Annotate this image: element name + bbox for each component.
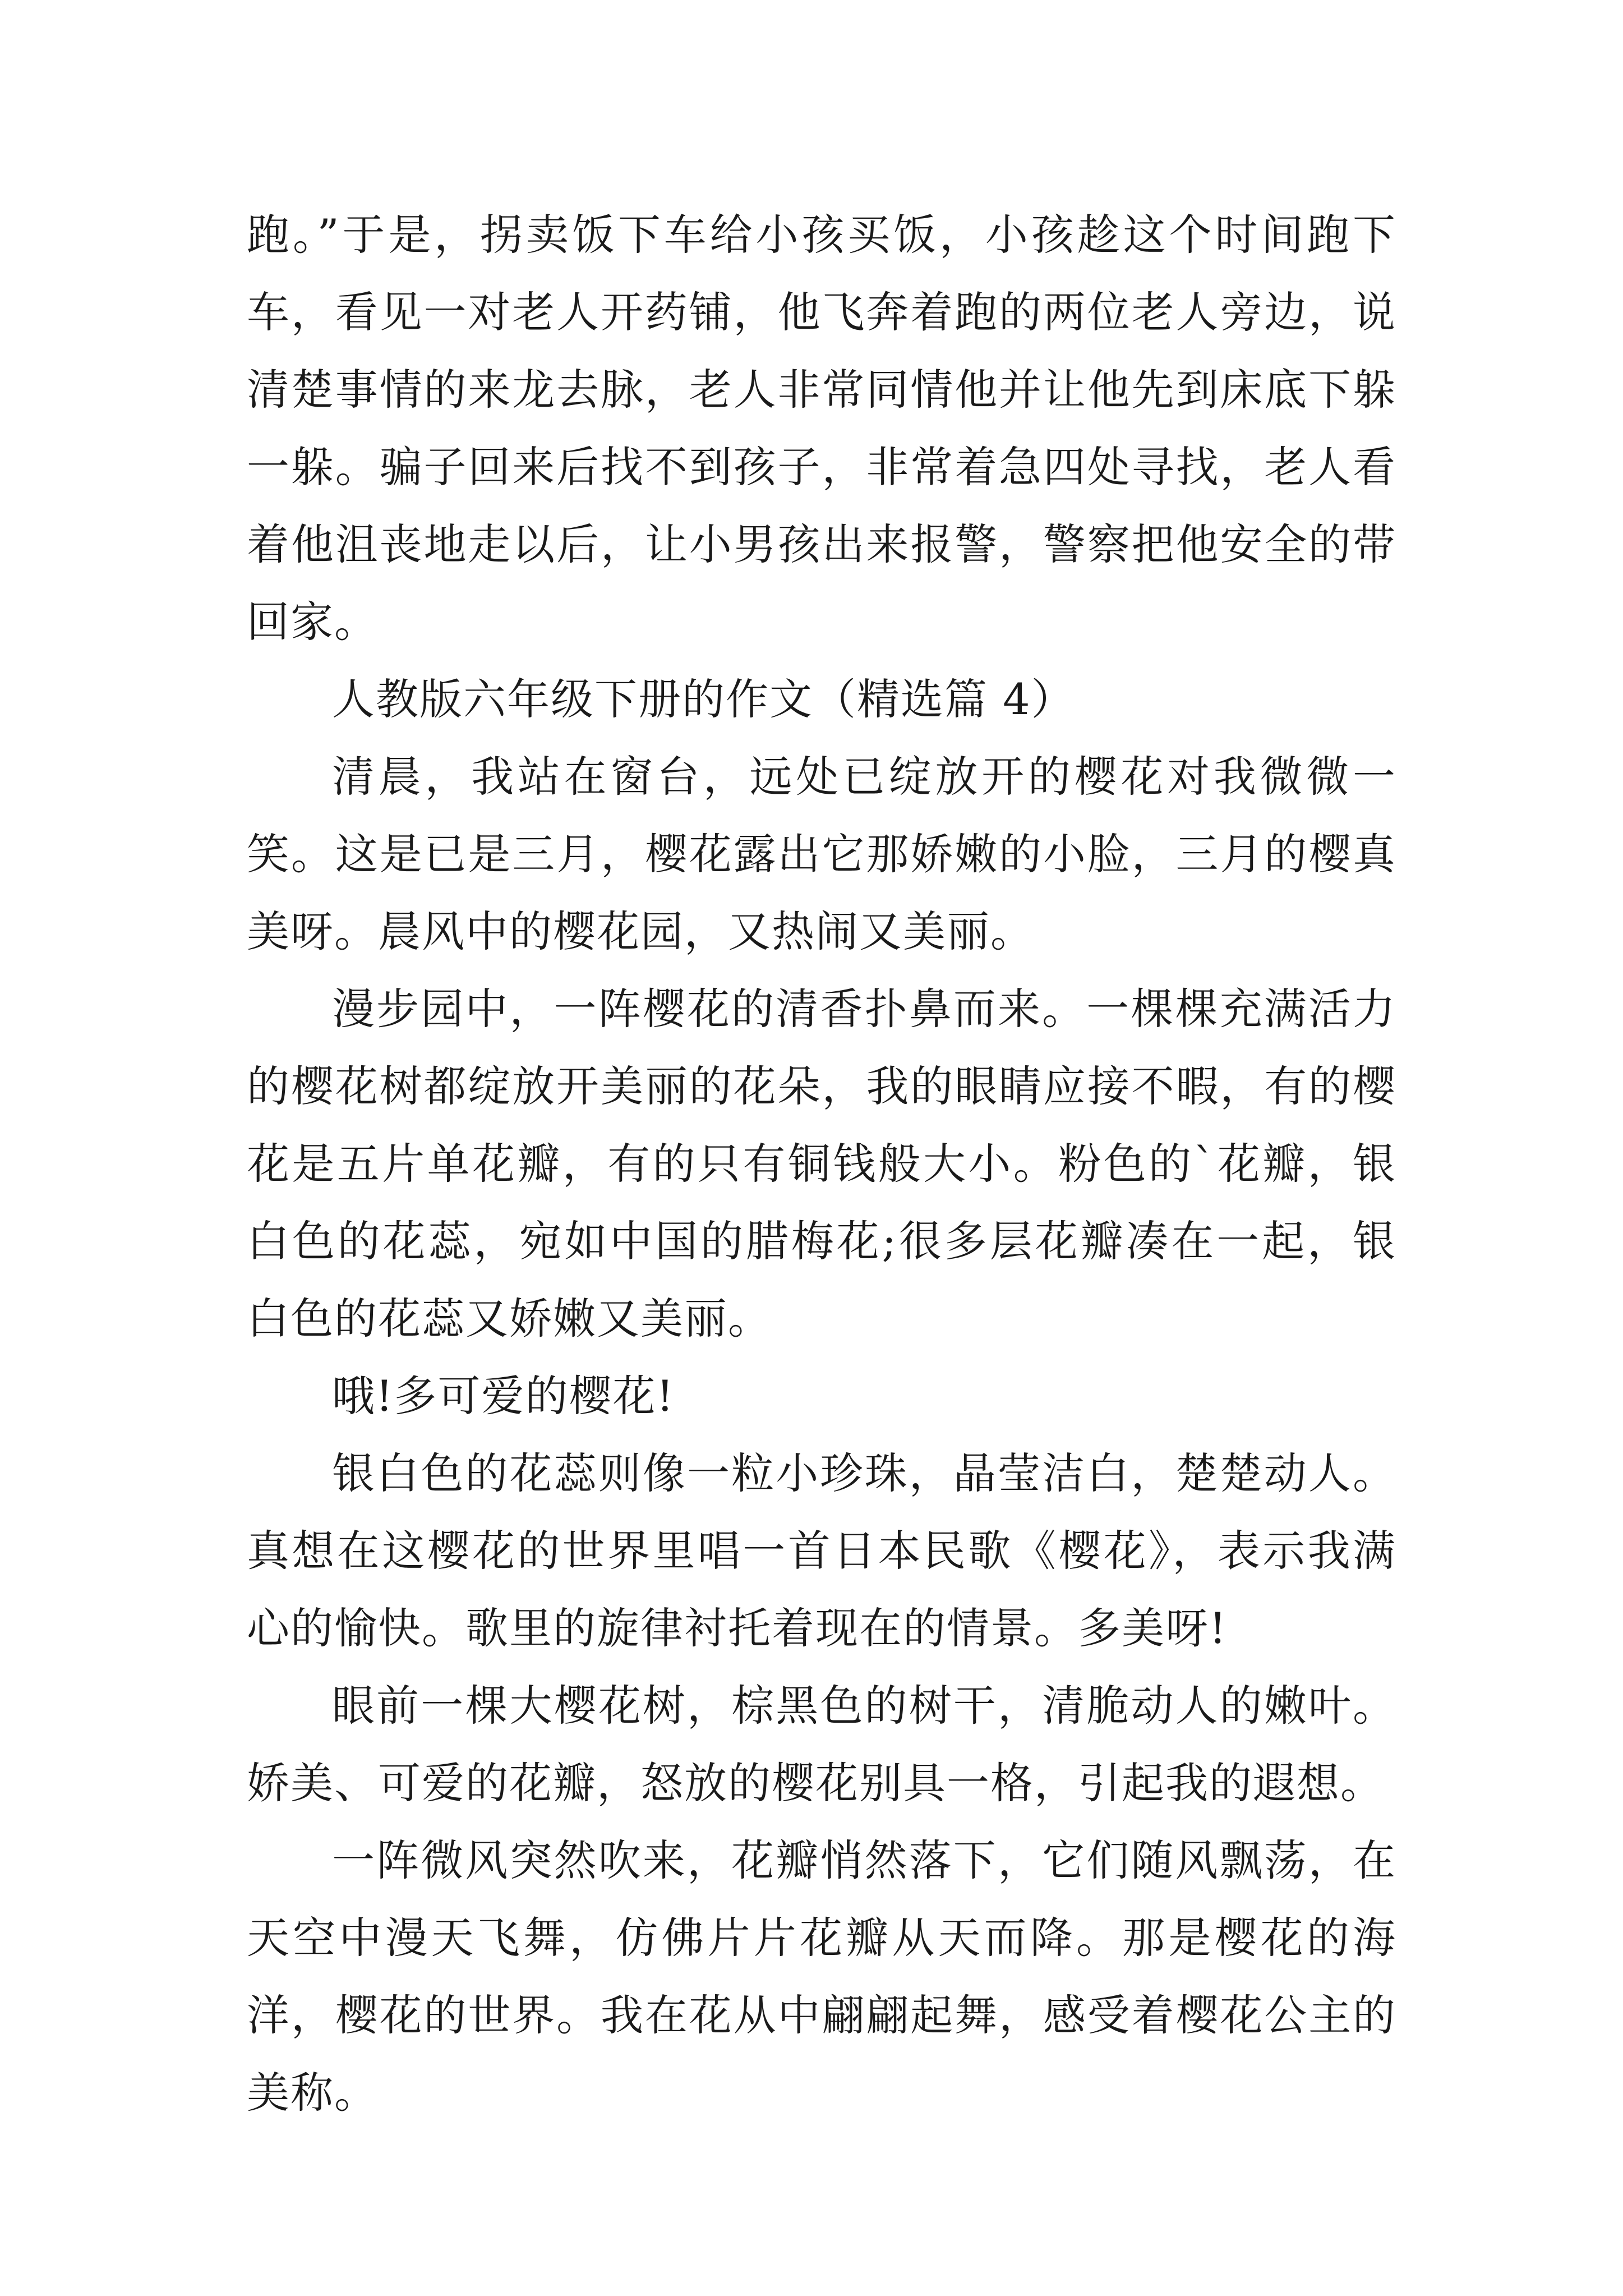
paragraph: 眼前一棵大樱花树，棕黑色的树干，清脆动人的嫩叶。娇美、可爱的花瓣，怒放的樱花别具一格，引起我的遐想。 bbox=[247, 1681, 1396, 1808]
paragraph-continuation: 跑。”于是，拐卖饭下车给小孩买饭，小孩趁这个时间跑下车，看见一对老人开药铺，他飞奔着跑的两位老人旁边，说清楚事情的来龙去脉，老人非常同情他并让他先到床底下躲一躲。骗子回来后找不到孩子，非常着急四处寻找，老人看着他沮丧地走以后，让小男孩出来报警，警察把他安全的带回家。 bbox=[247, 210, 1396, 647]
paragraph: 一阵微风突然吹来，花瓣悄然落下，它们随风飘荡，在天空中漫天飞舞，仿佛片片花瓣从天而降。那是樱花的海洋，樱花的世界。我在花从中翩翩起舞，感受着樱花公主的美称。 bbox=[247, 1835, 1396, 2118]
document-body bbox=[247, 196, 1396, 2132]
section-heading: 人教版六年级下册的作文（精选篇 4） bbox=[332, 674, 1075, 724]
paragraph: 清晨，我站在窗台，远处已绽放开的樱花对我微微一笑。这是已是三月，樱花露出它那娇嫩的小脸，三月的樱真美呀。晨风中的樱花园，又热闹又美丽。 bbox=[247, 752, 1396, 956]
paragraph: 漫步园中，一阵樱花的清香扑鼻而来。一棵棵充满活力的樱花树都绽放开美丽的花朵，我的眼睛应接不暇，有的樱花是五片单花瓣，有的只有铜钱般大小。粉色的`花瓣，银白色的花蕊，宛如中国的腊梅花;很多层花瓣凑在一起，银白色的花蕊又娇嫩又美丽。 bbox=[247, 984, 1396, 1343]
paragraph: 银白色的花蕊则像一粒小珍珠，晶莹洁白，楚楚动人。真想在这樱花的世界里唱一首日本民歌《樱花》，表示我满心的愉快。歌里的旋律衬托着现在的情景。多美呀! bbox=[247, 1448, 1396, 1653]
paragraph: 哦!多可爱的樱花! bbox=[332, 1371, 675, 1421]
